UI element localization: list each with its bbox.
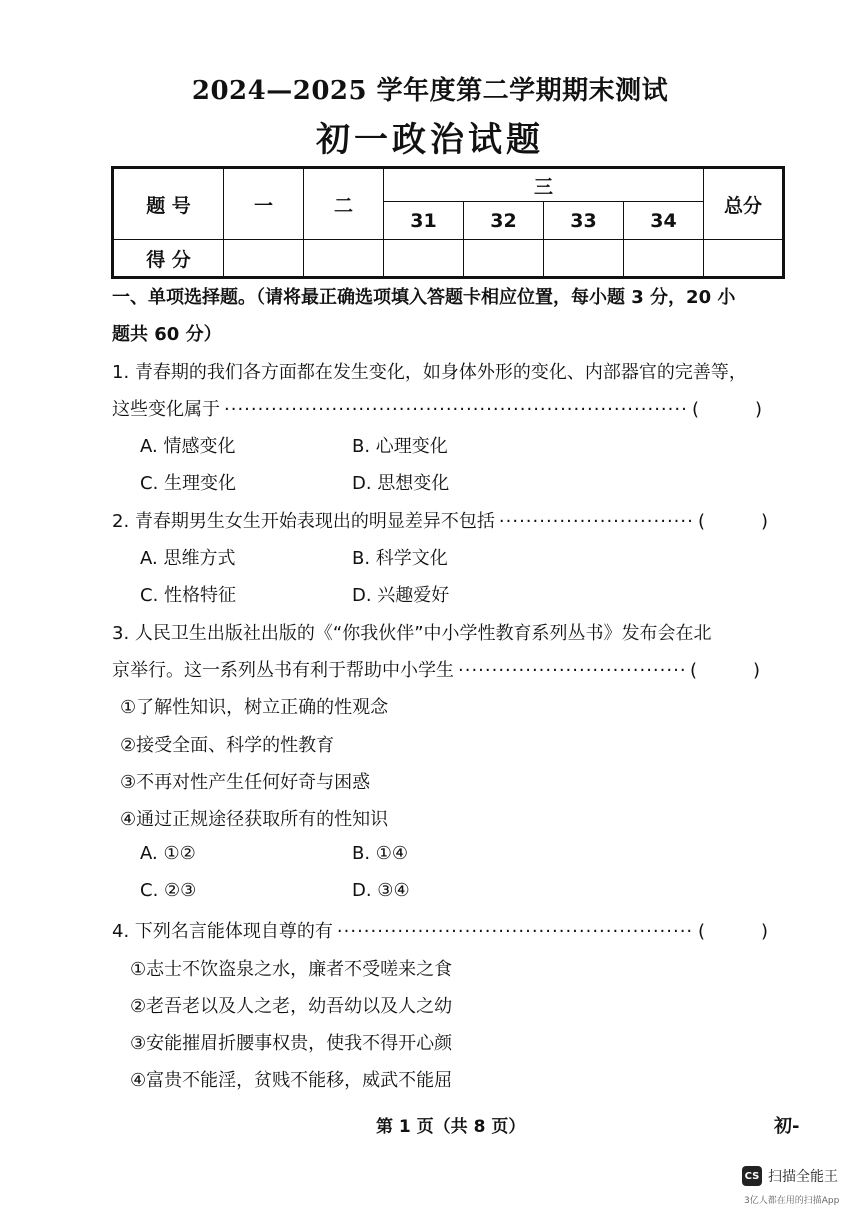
q3-option-c: C. ②③ bbox=[140, 880, 197, 901]
q2-stem-text: 2. 青春期男生女生开始表现出的明显差异不包括 bbox=[112, 511, 495, 532]
q2-option-b: B. 科学文化 bbox=[352, 548, 448, 569]
q3-option-d: D. ③④ bbox=[352, 880, 410, 901]
q2-option-c: C. 性格特征 bbox=[140, 585, 237, 606]
q1-stem-text: 这些变化属于 bbox=[112, 399, 220, 420]
answer-parentheses: ( ) bbox=[698, 511, 768, 532]
leader-dots bbox=[337, 921, 694, 942]
q2-option-d: D. 兴趣爱好 bbox=[352, 585, 450, 606]
q3-stem-text: 京举行。这一系列丛书有利于帮助中小学生 bbox=[112, 660, 454, 681]
page-number: 第 1 页（共 8 页） bbox=[376, 1117, 526, 1137]
corner-label: 初- bbox=[774, 1116, 800, 1137]
section-one-header: 一 bbox=[224, 168, 304, 240]
q3-option-b: B. ①④ bbox=[352, 843, 409, 864]
question-31-header: 31 bbox=[384, 202, 464, 240]
exam-title: 2024—2025 学年度第二学期期末测试 bbox=[191, 76, 669, 106]
score-cell-2[interactable] bbox=[304, 240, 384, 278]
q1-option-b: B. 心理变化 bbox=[352, 436, 448, 457]
score-table bbox=[111, 166, 785, 279]
camscanner-logo-icon: CS bbox=[742, 1166, 762, 1186]
q1-option-c: C. 生理变化 bbox=[140, 473, 237, 494]
q3-option-a: A. ①② bbox=[140, 843, 196, 864]
exam-subtitle: 初一政治试题 bbox=[316, 120, 544, 160]
answer-parentheses: ( ) bbox=[698, 921, 768, 942]
score-cell-32[interactable] bbox=[464, 240, 544, 278]
q3-statement-4: ④通过正规途径获取所有的性知识 bbox=[120, 809, 389, 830]
question-number-label: 题 号 bbox=[113, 168, 224, 240]
leader-dots bbox=[224, 399, 688, 420]
q1-stem-line2 bbox=[112, 395, 762, 421]
section-three-header: 三 bbox=[384, 168, 704, 202]
watermark-app-name: 扫描全能王 bbox=[768, 1169, 838, 1185]
q4-stem-text: 4. 下列名言能体现自尊的有 bbox=[112, 921, 333, 942]
leader-dots bbox=[458, 660, 686, 681]
question-33-header: 33 bbox=[544, 202, 624, 240]
total-score-header: 总分 bbox=[704, 168, 784, 240]
score-cell-34[interactable] bbox=[624, 240, 704, 278]
scanner-watermark bbox=[742, 1166, 838, 1186]
score-cell-33[interactable] bbox=[544, 240, 624, 278]
answer-parentheses: ( ) bbox=[692, 399, 762, 420]
answer-parentheses: ( ) bbox=[690, 660, 760, 681]
q3-stem-line2 bbox=[112, 656, 760, 682]
watermark-tagline: 3亿人都在用的扫描App bbox=[744, 1196, 840, 1206]
section-two-header: 二 bbox=[304, 168, 384, 240]
question-32-header: 32 bbox=[464, 202, 544, 240]
q3-statement-1: ①了解性知识，树立正确的性观念 bbox=[120, 697, 389, 718]
q4-statement-4: ④富贵不能淫，贫贱不能移，威武不能屈 bbox=[130, 1070, 453, 1091]
q1-option-d: D. 思想变化 bbox=[352, 473, 450, 494]
q3-statement-2: ②接受全面、科学的性教育 bbox=[120, 735, 335, 756]
score-cell-1[interactable] bbox=[224, 240, 304, 278]
q3-statement-3: ③不再对性产生任何好奇与困惑 bbox=[120, 772, 371, 793]
section-instruction-line1: 一、单项选择题。（请将最正确选项填入答题卡相应位置，每小题 3 分，20 小 bbox=[112, 287, 736, 308]
q2-option-a: A. 思维方式 bbox=[140, 548, 236, 569]
q4-statement-2: ②老吾老以及人之老，幼吾幼以及人之幼 bbox=[130, 996, 453, 1017]
score-cell-31[interactable] bbox=[384, 240, 464, 278]
leader-dots bbox=[499, 511, 694, 532]
q2-stem bbox=[112, 507, 768, 533]
question-34-header: 34 bbox=[624, 202, 704, 240]
score-label: 得 分 bbox=[113, 240, 224, 278]
q3-stem-line1: 3. 人民卫生出版社出版的《“你我伙伴”中小学性教育系列丛书》发布会在北 bbox=[112, 623, 712, 644]
q4-statement-1: ①志士不饮盗泉之水，廉者不受嗟来之食 bbox=[130, 959, 453, 980]
q1-option-a: A. 情感变化 bbox=[140, 436, 236, 457]
q4-stem bbox=[112, 917, 768, 943]
q4-statement-3: ③安能摧眉折腰事权贵，使我不得开心颜 bbox=[130, 1033, 453, 1054]
q1-stem-line1: 1. 青春期的我们各方面都在发生变化，如身体外形的变化、内部器官的完善等， bbox=[112, 362, 747, 383]
score-cell-total[interactable] bbox=[704, 240, 784, 278]
section-instruction-line2: 题共 60 分） bbox=[112, 324, 222, 345]
